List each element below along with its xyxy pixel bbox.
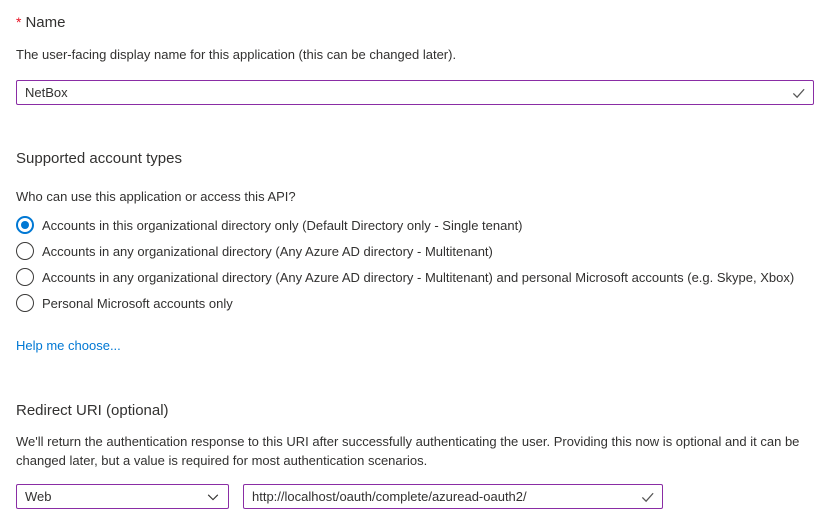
name-description: The user-facing display name for this application (this can be changed later).	[16, 47, 457, 62]
radio-button-icon	[16, 268, 34, 286]
radio-option-multitenant-personal[interactable]: Accounts in any organizational directory (Any Azure AD directory - Multitenant) and personal Microsoft accounts (e.g. Skype, Xbox)	[16, 264, 814, 290]
account-types-radio-group	[16, 212, 814, 316]
name-title-text: Name	[25, 14, 66, 31]
redirect-uri-input[interactable]	[244, 485, 662, 508]
name-input-box	[16, 80, 814, 105]
account-types-question: Who can use this application or access this API?	[16, 189, 296, 204]
radio-option-multitenant[interactable]: Accounts in any organizational directory (Any Azure AD directory - Multitenant)	[16, 238, 814, 264]
radio-option-single-tenant[interactable]: Accounts in this organizational directory only (Default Directory only - Single tenant)	[16, 212, 814, 238]
chevron-down-icon	[206, 490, 220, 504]
required-asterisk: *	[16, 14, 22, 30]
help-me-choose-link[interactable]: Help me choose...	[16, 338, 121, 353]
name-section	[16, 12, 814, 105]
radio-button-icon	[16, 294, 34, 312]
redirect-uri-input-box	[243, 484, 663, 509]
valid-checkmark-icon	[640, 489, 655, 504]
redirect-uri-row	[16, 484, 814, 509]
redirect-uri-description: We'll return the authentication response to this URI after successfully authenticating the user. Providing this now is optional and it can be changed later, but a value is required for most authentication scenarios.	[16, 434, 800, 468]
account-types-title: Supported account types	[16, 150, 182, 167]
radio-option-personal-only[interactable]: Personal Microsoft accounts only	[16, 290, 814, 316]
redirect-uri-section	[16, 401, 814, 509]
radio-button-icon	[16, 216, 34, 234]
radio-button-icon	[16, 242, 34, 260]
supported-account-types-section	[16, 149, 814, 355]
platform-dropdown-value: Web	[25, 489, 52, 504]
name-input[interactable]	[17, 81, 813, 104]
valid-checkmark-icon	[791, 85, 806, 100]
platform-dropdown[interactable]	[16, 484, 229, 509]
name-section-title	[16, 12, 814, 33]
redirect-uri-title: Redirect URI (optional)	[16, 402, 169, 419]
